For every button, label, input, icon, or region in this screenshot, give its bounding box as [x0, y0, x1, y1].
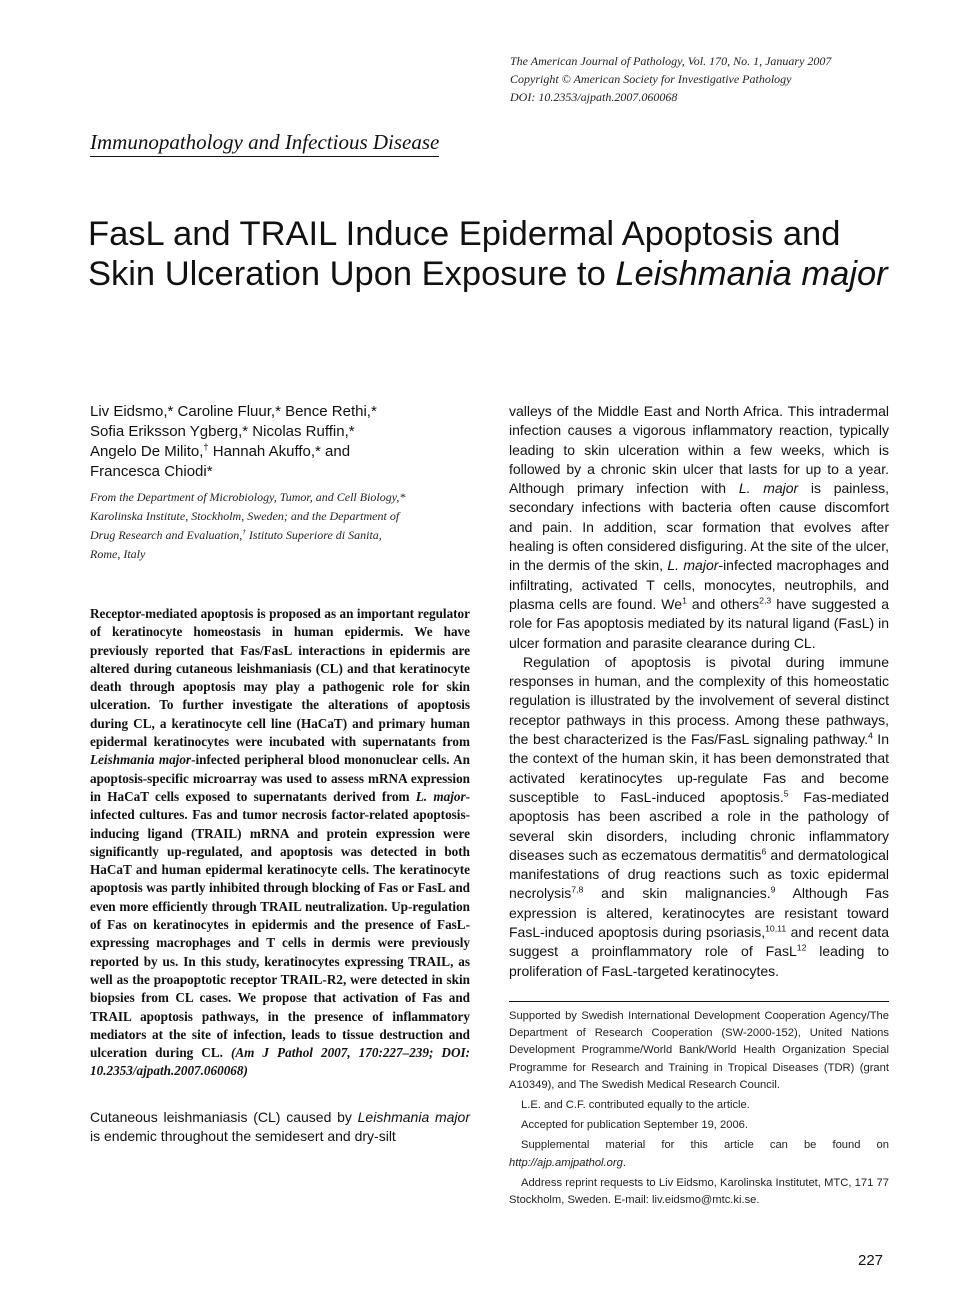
supplemental-link[interactable]: http://ajp.amjpathol.org: [509, 1156, 623, 1169]
title-species: Leishmania major: [615, 255, 888, 293]
affiliation: [90, 488, 470, 564]
author-line-1: Liv Eidsmo,* Caroline Fluur,* Bence Rethi,*: [90, 403, 377, 420]
abstract-text-3: -infected cultures. Fas and tumor necrosis factor-related apoptosis-inducing ligand (TRAIL) mRNA and protein expression were significantly up-regulated, and apoptosis was detected in both HaCaT and human epidermal keratinocyte cells. The keratinocyte apoptosis was partly inhibited through blocking of Fas or FasL and even more efficiently through TRAIL neutralization. Up-regulation of Fas on keratinocytes in epidermis and the presence of FasL-expressing macrophages and T cells in dermis were previously reported by us. In this study, keratinocytes expressing TRAIL, as well as the proapoptotic receptor TRAIL-R2, were detected in skin biopsies from CL cases. We propose that activation of Fas and TRAIL apoptosis pathways, in the presence of inflammatory mediators at the site of infection, leads to tissue destruction and ulceration during CL.: [90, 788, 470, 1061]
reference-mark: 9: [770, 884, 776, 895]
text-run: is painless, secondary infections with bacteria often cause discomfort and pain. In addition, scar formation that evolves after healing is often considered disfiguring. At the site of the ulcer, in the dermis of the skin,: [509, 480, 889, 574]
reference-mark: 4: [868, 730, 873, 741]
intro-species: Leishmania major: [357, 1108, 470, 1125]
affiliation-line-2: Karolinska Institute, Stockholm, Sweden; and the Department of: [90, 509, 400, 523]
footnote-support: Supported by Swedish International Development Cooperation Agency/The Department of Research Cooperation (SW-2000-152), United Nations Development Programme/World Bank/World Health Organization Special Programme for Research and Training in Tropical Diseases (TDR) (grant A10349), and The Swedish Medical Research Council.: [509, 1009, 889, 1091]
footnotes: [509, 1008, 889, 1209]
author-line-3: [90, 442, 470, 462]
article-title: [88, 214, 908, 294]
title-line-1: FasL and TRAIL Induce Epidermal Apoptosis and: [88, 215, 841, 253]
species-name: L. major: [667, 557, 719, 574]
author-line-4: Francesca Chiodi*: [90, 463, 213, 480]
text-run: Fas-mediated apoptosis has been ascribed a role in the pathology of several skin disorders, including chronic inflammatory diseases such as eczematous dermatitis: [509, 788, 889, 863]
footnote-equal-contribution: L.E. and C.F. contributed equally to the article.: [521, 1098, 750, 1111]
reference-mark: 12: [796, 942, 807, 953]
intro-paragraph-1: [509, 402, 889, 653]
reference-mark: 1: [682, 595, 687, 606]
text-run: have suggested a role for Fas apoptosis mediated by its natural ligand (FasL) in ulcer formation and parasite clearance during CL.: [509, 595, 889, 651]
abstract-species-1: Leishmania major: [90, 752, 192, 768]
affiliation-line-1: From the Department of Microbiology, Tumor, and Cell Biology,*: [90, 490, 406, 504]
text-run: valleys of the Middle East and North Africa. This intradermal infection causes a vigorous inflammatory reaction, typically leading to skin ulceration within a few weeks, which is followed by a chronic skin ulcer that lasts for up to a year. Although primary infection with: [509, 403, 889, 497]
reference-mark: 10,11: [765, 923, 787, 934]
dagger-mark: †: [203, 442, 209, 452]
page-number: 227: [858, 1252, 884, 1269]
supplemental-end: .: [622, 1156, 626, 1169]
author-line-3a: Angelo De Milito,: [90, 443, 204, 460]
text-run: and others: [686, 595, 760, 612]
title-line-2-text: Skin Ulceration Upon Exposure to: [88, 255, 616, 293]
reference-mark: 7,8: [571, 884, 584, 895]
intro-right: [509, 402, 889, 981]
intro-paragraph-start: [90, 1108, 470, 1147]
text-run: leading to proliferation of FasL-targeted keratinocytes.: [509, 943, 889, 979]
supplemental-text: Supplemental material for this article can be found on: [521, 1139, 889, 1152]
affiliation-line-3a: Drug Research and Evaluation,: [90, 528, 243, 542]
affiliation-line-3: [90, 526, 470, 545]
abstract: [90, 605, 470, 1081]
reference-mark: 6: [761, 846, 767, 857]
reference-mark: 2,3: [759, 595, 772, 606]
title-line-2: [88, 254, 908, 294]
right-column: [509, 402, 889, 1212]
journal-copyright: Copyright © American Society for Investigative Pathology: [510, 72, 792, 86]
abstract-text-2: -infected peripheral blood mononuclear cells. An apoptosis-specific microarray was used to assess mRNA expression in HaCaT cells exposed to supernatants derived from: [90, 752, 470, 804]
left-column: [90, 402, 470, 1146]
journal-citation: The American Journal of Pathology, Vol. 170, No. 1, January 2007: [510, 54, 832, 68]
abstract-text-1: Receptor-mediated apoptosis is proposed as an important regulator of keratinocyte homeostasis in human epidermis. We have previously reported that Fas/FasL interactions in epidermis are altered during cutaneous leishmaniasis (CL) and that keratinocyte death through apoptosis may play a pathogenic role for skin ulceration. To further investigate the alterations of apoptosis during CL, a keratinocyte cell line (HaCaT) and primary human epidermal keratinocytes were incubated with supernatants from: [90, 606, 470, 750]
text-run: and skin malignancies.: [583, 885, 771, 902]
author-list: [90, 402, 470, 482]
intro-text-b: is endemic throughout the semidesert and dry-silt: [90, 1128, 396, 1145]
section-heading: Immunopathology and Infectious Disease: [90, 130, 439, 157]
intro-left: [90, 1108, 470, 1147]
affiliation-line-4: Rome, Italy: [90, 547, 146, 561]
dagger-mark: †: [242, 527, 246, 536]
author-line-2: Sofia Eriksson Ygberg,* Nicolas Ruffin,*: [90, 423, 355, 440]
abstract-citation: (Am J Pathol 2007, 170:227–239; DOI: 10.2353/ajpath.2007.060068): [90, 1045, 470, 1079]
reference-mark: 5: [783, 788, 789, 799]
footnote-divider: [509, 1001, 889, 1002]
text-run: In the context of the human skin, it has been demonstrated that activated keratinocytes up-regulate Fas and become susceptible to FasL-induced apoptosis.: [509, 731, 889, 805]
journal-header: [510, 52, 930, 106]
text-run: Regulation of apoptosis is pivotal during immune responses in human, and the complexity of this homeostatic regulation is illustrated by the involvement of several distinct receptor pathways in this process. Among these pathways, the best characterized is the Fas/FasL signaling pathway.: [509, 653, 889, 748]
intro-text-a: Cutaneous leishmaniasis (CL) caused by: [90, 1108, 358, 1125]
text-run: and recent data suggest a proinflammatory role of FasL: [509, 924, 889, 960]
species-name: L. major: [738, 480, 799, 497]
journal-doi: DOI: 10.2353/ajpath.2007.060068: [510, 90, 678, 104]
author-line-3b: Hannah Akuffo,* and: [208, 443, 351, 460]
footnote-accepted: Accepted for publication September 19, 2006.: [521, 1119, 749, 1132]
footnote-supplemental: [509, 1137, 889, 1171]
text-run: and dermatological manifestations of drug reactions such as toxic epidermal necrolysis: [509, 846, 889, 902]
text-run: Although Fas expression is altered, keratinocytes are resistant toward FasL-induced apoptosis during psoriasis,: [509, 885, 889, 941]
text-run: -infected macrophages and infiltrating, activated T cells, monocytes, neutrophils, and plasma cells are found. We: [509, 557, 889, 612]
abstract-species-2: L. major: [415, 788, 466, 804]
intro-paragraph-2: [509, 653, 889, 981]
footnote-reprint: Address reprint requests to Liv Eidsmo, Karolinska Institutet, MTC, 171 77 Stockholm, Sweden. E-mail: liv.eidsmo@mtc.ki.se.: [509, 1176, 889, 1206]
affiliation-line-3b: Istituto Superiore di Sanita,: [245, 528, 382, 542]
